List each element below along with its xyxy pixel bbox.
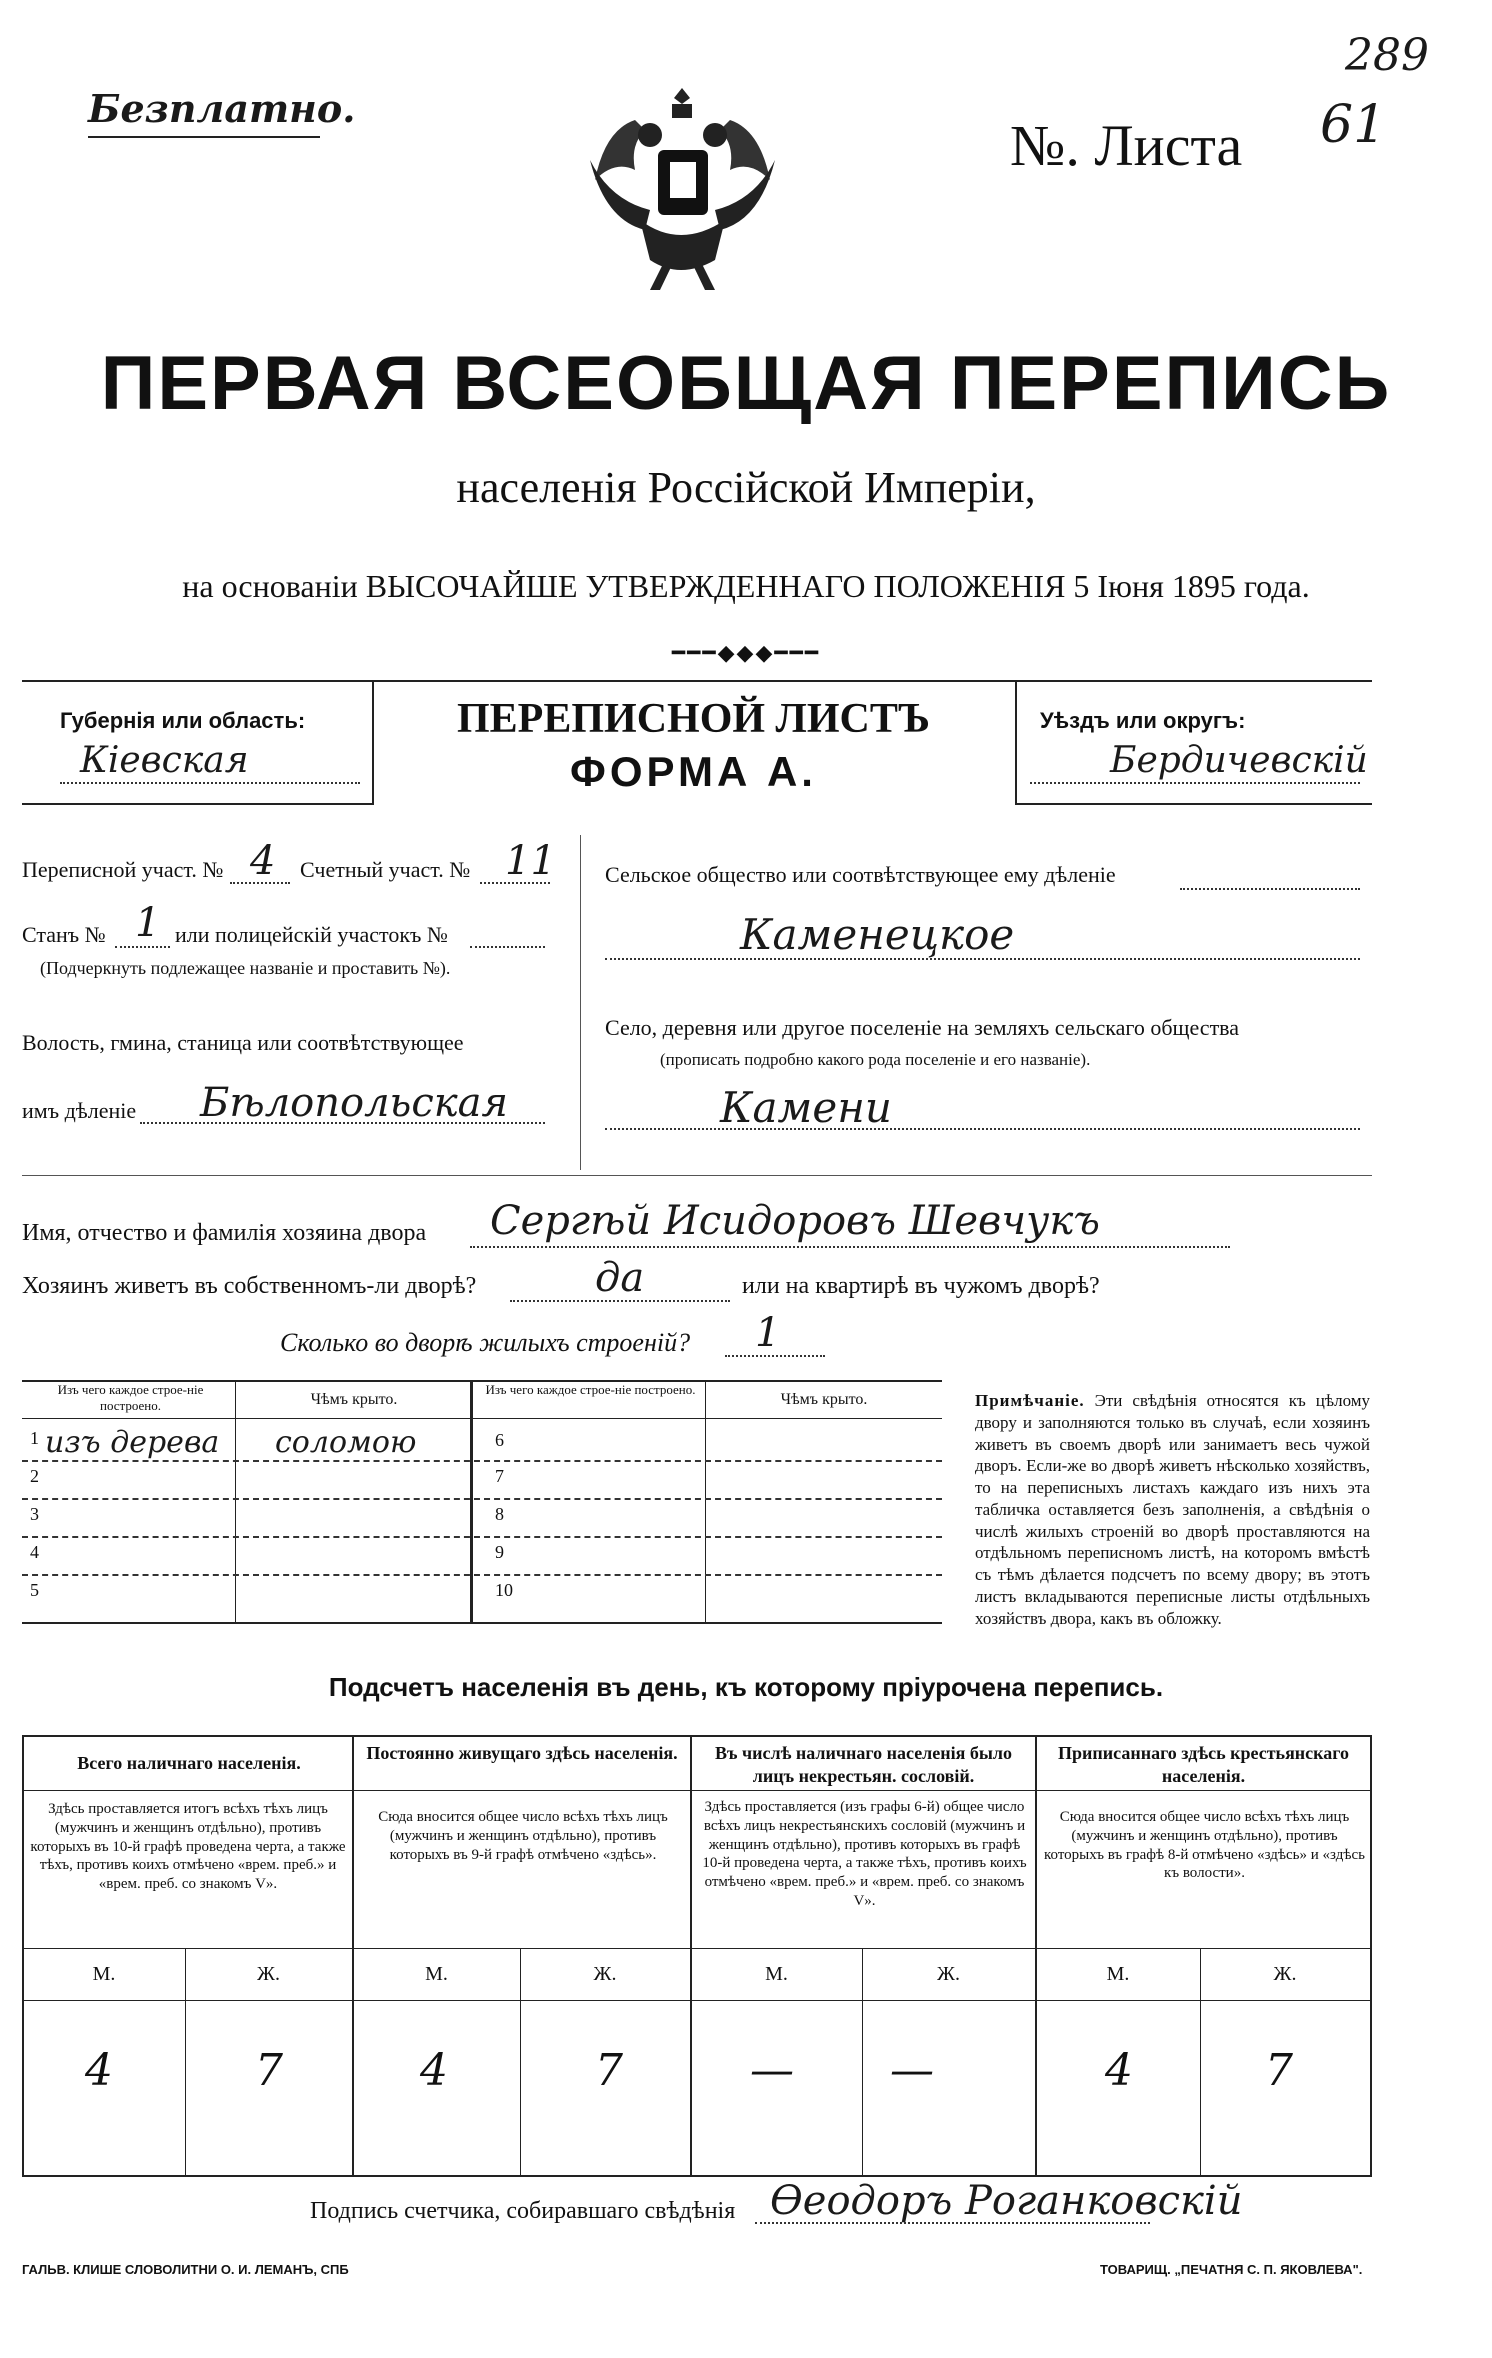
pop-col2-desc: Сюда вносится общее число всѣхъ тѣхъ лицъ (мужчинъ и женщинъ отдѣльно), противъ которыхъ въ 9-й графѣ отмѣчено «здѣсь». xyxy=(378,1809,668,1863)
pop-col2-header: Постоянно живущаго здѣсь населенія. xyxy=(366,1743,678,1763)
imperial-eagle-emblem xyxy=(580,80,785,300)
f-label: Ж. xyxy=(937,1963,960,1985)
printer-left: ГАЛЬВ. КЛИШЕ СЛОВОЛИТНИ О. И. ЛЕМАНЪ, СПБ xyxy=(22,2262,349,2277)
own-yard-label: Хозяинъ живетъ въ собственномъ-ли дворѣ? xyxy=(22,1273,477,1299)
obshchestvo-value: Каменецкое xyxy=(740,910,1015,959)
schetny-value: 11 xyxy=(505,838,556,884)
pop-col1-f-value: 7 xyxy=(255,2045,283,2096)
gubernia-line xyxy=(60,782,360,784)
gubernia-value: Кіевская xyxy=(80,740,249,781)
f-label: Ж. xyxy=(593,1963,617,1985)
uezd-line xyxy=(1030,782,1360,784)
underline-note: (Подчеркнуть подлежащее названіе и проставить №). xyxy=(40,958,451,978)
volost-label: Волость, гмина, станица или соотвѣтствующее xyxy=(22,1030,464,1055)
region-top-rule xyxy=(22,680,1372,682)
owner-label: Имя, отчество и фамилія хозяина двора xyxy=(22,1220,427,1246)
pop-col3-m-value: — xyxy=(750,2045,794,2096)
perepisnoy-value: 4 xyxy=(250,838,276,884)
pop-col4-f-value: 7 xyxy=(1265,2045,1293,2096)
perepisnoy-line xyxy=(230,882,290,884)
pop-col3-f-value: — xyxy=(890,2045,934,2096)
sheet-number-value: 61 xyxy=(1320,95,1387,155)
uezd-label: Уѣздъ или округъ: xyxy=(1040,708,1246,733)
obshchestvo-label: Сельское общество или соотвѣтствующее ему дѣленіе xyxy=(605,862,1116,887)
schetny-line xyxy=(480,882,550,884)
pop-col1-m-value: 4 xyxy=(85,2045,113,2096)
selo-line xyxy=(605,1128,1360,1130)
census-subtitle: населенія Россійской Имперіи, xyxy=(456,463,1036,512)
note-title: Примѣчаніе. xyxy=(975,1391,1085,1410)
ornament-divider: ━━━◆◆◆━━━ xyxy=(671,640,821,665)
selo-label: Село, деревня или другое поселеніе на земляхъ сельскаго общества xyxy=(605,1015,1240,1040)
population-title: Подсчетъ населенія въ день, къ которому пріурочена перепись. xyxy=(328,1672,1164,1702)
stan-line xyxy=(115,946,170,948)
material-value: изъ дерева xyxy=(45,1425,220,1460)
schetny-label: Счетный участ. № xyxy=(300,857,471,882)
m-label: М. xyxy=(425,1963,448,1985)
region-right-divider xyxy=(1015,680,1017,805)
owner-line xyxy=(470,1246,1230,1248)
form-subtitle: ФОРМА А. xyxy=(570,748,817,795)
region-right-bottom xyxy=(1015,803,1372,805)
fields-bottom-rule xyxy=(22,1175,1372,1176)
free-label: Безплатно. xyxy=(88,86,356,131)
sheet-number-label: №. Листа xyxy=(1010,113,1243,178)
material-header-right: Изъ чего каждое строе-ніе построено. xyxy=(485,1382,696,1397)
selo-note: (прописать подробно какого рода поселеніе и его названіе). xyxy=(660,1050,1091,1069)
signature-value: Ѳеодоръ Роганковскій xyxy=(770,2178,1243,2224)
owner-value: Сергѣй Исидоровъ Шевчукъ xyxy=(490,1198,1100,1244)
volost-line xyxy=(140,1122,545,1124)
pop-col4-header: Приписаннаго здѣсь крестьянскаго населенія. xyxy=(1058,1743,1349,1786)
obshchestvo-line-1 xyxy=(1180,888,1360,890)
material-header-left: Изъ чего каждое строе-ніе построено. xyxy=(57,1382,204,1414)
m-label: М. xyxy=(765,1963,788,1985)
pop-col3-header: Въ числѣ наличнаго населенія было лицъ некрестьян. сословій. xyxy=(714,1743,1013,1786)
pop-col1-header: Всего наличнаго населенія. xyxy=(77,1753,301,1773)
own-yard-value: да xyxy=(595,1255,645,1301)
decree-line: на основаніи ВЫСОЧАЙШЕ УТВЕРЖДЕННАГО ПОЛОЖЕНІЯ 5 Іюня 1895 года. xyxy=(182,568,1310,604)
uezd-value: Бердичевскій xyxy=(1110,740,1368,781)
police-line xyxy=(470,946,545,948)
census-title: ПЕРВАЯ ВСЕОБЩАЯ ПЕРЕПИСЬ xyxy=(100,341,1392,426)
buildings-label: Сколько во дворѣ жилыхъ строеній? xyxy=(280,1328,691,1357)
obshchestvo-line-2 xyxy=(605,958,1360,960)
volost-value: Бѣлопольская xyxy=(200,1080,508,1126)
rent-label: или на квартирѣ въ чужомъ дворѣ? xyxy=(742,1273,1100,1299)
region-left-bottom xyxy=(22,803,374,805)
note-text: Эти свѣдѣнія относятся къ цѣлому двору и заполняются только въ случаѣ, если хозяинъ живетъ въ своемъ дворѣ или занимаетъ весь чужой дворъ. Если-же во дворѣ живетъ нѣсколько хозяйствъ, то на переписныхъ листахъ каждаго изъ нихъ эта табличка оставляется безъ заполненія, а свѣдѣнія о числѣ жилыхъ строеній во дворѣ проставляются на отдѣльномъ переписномъ листѣ, на которомъ вмѣстѣ съ тѣмъ дѣлается подсчетъ по всему двору; въ этотъ листъ вкладываются переписные листы отдѣльныхъ хозяйствъ двора, какъ въ обложку. xyxy=(975,1391,1371,1628)
buildings-value: 1 xyxy=(755,1310,781,1356)
roof-header-left: Чѣмъ крыто. xyxy=(310,1391,398,1408)
pop-col1-desc: Здѣсь проставляется итогъ всѣхъ тѣхъ лицъ (мужчинъ и женщинъ отдѣльно), противъ которыхъ въ 10-й графѣ проведена черта, а также тѣхъ, противъ коихъ отмѣчено «врем. преб.» и «врем. преб. со знакомъ V». xyxy=(30,1801,346,1892)
perepisnoy-label: Переписной участ. № xyxy=(22,857,224,882)
stan-label: Станъ № xyxy=(22,922,106,947)
f-label: Ж. xyxy=(1273,1963,1297,1985)
selo-value: Камени xyxy=(720,1083,892,1132)
own-yard-line xyxy=(510,1300,730,1302)
pop-col4-m-value: 4 xyxy=(1105,2045,1133,2096)
buildings-line xyxy=(725,1355,825,1357)
pop-col4-desc: Сюда вносится общее число всѣхъ тѣхъ лицъ (мужчинъ и женщинъ отдѣльно), противъ которыхъ въ графѣ 8-й отмѣчено «здѣсь» и «здѣсь къ волости». xyxy=(1044,1809,1365,1882)
note-block xyxy=(975,1390,1370,1629)
roof-value: соломою xyxy=(275,1425,417,1460)
stan-value: 1 xyxy=(135,900,161,946)
volost-label-2: имъ дѣленіе xyxy=(22,1098,137,1123)
pop-col3-desc: Здѣсь проставляется (изъ графы 6-й) общее число всѣхъ лицъ некрестьянскихъ сословій (мужчинъ и женщинъ отдѣльно), противъ которыхъ въ графѣ 10-й проведена черта, а также тѣхъ, противъ коихъ отмѣчено «врем. преб.» и «врем. преб. со знакомъ V». xyxy=(702,1799,1027,1909)
fields-divider xyxy=(580,835,581,1170)
signature-line xyxy=(755,2222,1150,2224)
free-underline xyxy=(88,136,320,138)
m-label: М. xyxy=(92,1963,116,1985)
gubernia-label: Губернія или область: xyxy=(60,708,306,733)
m-label: М. xyxy=(1106,1963,1130,1985)
f-label: Ж. xyxy=(257,1963,280,1985)
pop-col2-f-value: 7 xyxy=(595,2045,623,2096)
signature-label: Подпись счетчика, собиравшаго свѣдѣнія xyxy=(310,2198,736,2224)
police-label: или полицейскій участокъ № xyxy=(175,922,448,947)
sheet-number-top: 289 xyxy=(1345,30,1429,81)
printer-right: ТОВАРИЩ. „ПЕЧАТНЯ С. П. ЯКОВЛЕВА". xyxy=(1100,2262,1363,2277)
roof-header-right: Чѣмъ крыто. xyxy=(780,1391,868,1408)
pop-col2-m-value: 4 xyxy=(420,2045,448,2096)
form-title: ПЕРЕПИСНОЙ ЛИСТЪ xyxy=(457,696,930,742)
